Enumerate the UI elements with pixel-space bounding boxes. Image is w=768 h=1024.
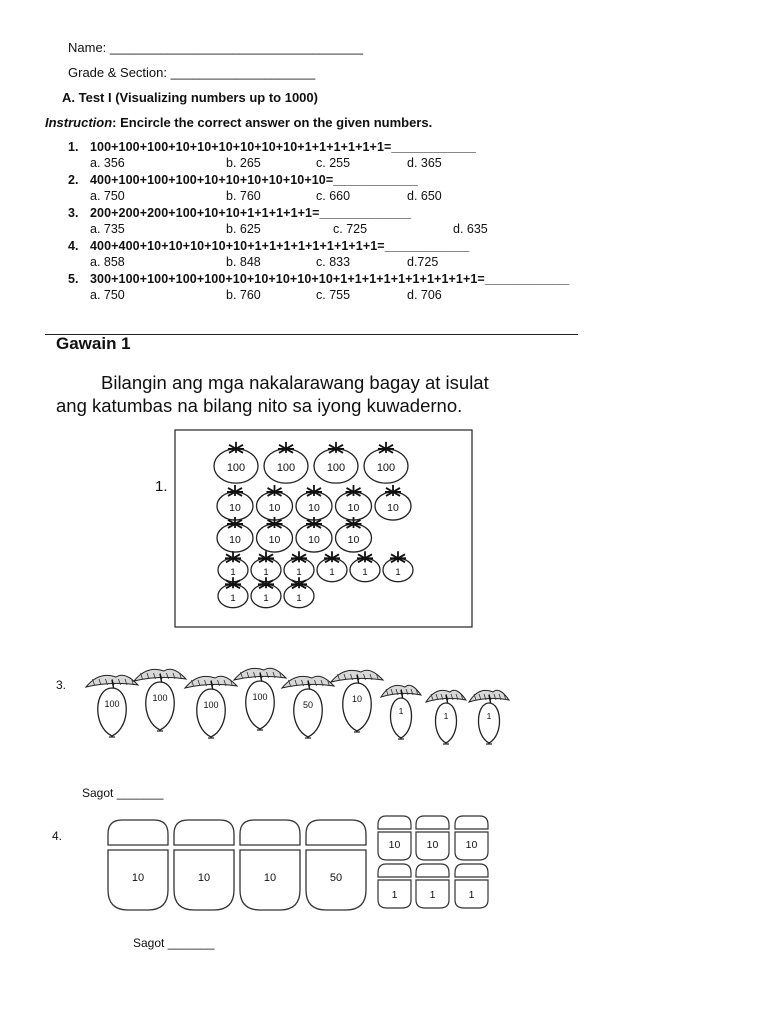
answer-option-c[interactable]: c. 755 [316,288,351,302]
jar-value: 10 [388,839,401,851]
answer-option-a[interactable]: a. 858 [90,255,125,269]
tomato-100 [364,442,408,483]
big-jar-10 [108,820,168,910]
fruit-1 [381,685,421,739]
tomato-value: 10 [308,534,320,546]
tomato-value: 10 [347,534,360,546]
tomato-value: 1 [263,567,269,578]
tomato-stem-icon [267,485,283,496]
jar-value: 50 [329,872,343,884]
tomato-stem-icon [227,485,243,496]
tomato-1 [284,551,314,581]
tomato-value: 100 [226,462,246,474]
item-4-number: 4. [52,829,63,843]
answer-option-b[interactable]: b. 760 [226,189,261,203]
tomato-stem-icon [328,442,344,453]
tomato-10 [375,485,411,520]
tomato-1 [251,577,281,607]
tomato-value: 1 [395,567,401,578]
tomato-value: 10 [229,502,241,514]
tomato-stem-icon [278,442,294,453]
question-expression: 300+100+100+100+100+10+10+10+10+10+1+1+1+1+1+1+1+1+1+1=____________ [90,272,570,286]
question-number: 2. [68,173,79,187]
question-number: 5. [68,272,79,286]
big-jar-10 [240,820,300,910]
small-jar-1 [378,864,411,908]
small-jar-1 [455,864,488,908]
small-jar-10 [378,816,411,860]
answer-option-d[interactable]: d. 365 [407,156,442,170]
tomato-stem-icon [346,485,362,496]
jar-value: 1 [391,889,398,901]
tomato-1 [218,551,248,581]
fruit-10 [331,670,383,732]
tomato-100 [214,442,258,483]
tomato-10 [336,485,372,520]
answer-option-a[interactable]: a. 356 [90,156,125,170]
tomato-10 [296,485,332,520]
tomato-stem-icon [324,551,340,562]
tomato-10 [217,517,253,552]
tomato-value: 10 [347,502,360,514]
jar-value: 10 [131,872,145,884]
gawain-instruction-line-1: Bilangin ang mga nakalarawang bagay at isulat [101,372,489,393]
tomato-value: 10 [229,534,241,546]
grade-section-field-label: Grade & Section: ____________________ [68,65,316,80]
tomato-value: 100 [326,462,346,474]
answer-option-c[interactable]: c. 833 [316,255,351,269]
tomato-stem-icon [228,442,244,453]
tomato-value: 100 [276,462,296,474]
tomato-stem-icon [258,551,274,562]
tomato-1 [284,577,314,607]
fruit-value: 1 [486,711,492,721]
tomato-1 [251,551,281,581]
question-number: 1. [68,140,79,154]
tomato-value: 10 [268,534,281,546]
item-4-jar-figure [104,812,496,916]
tomato-stem-icon [225,551,241,562]
tomato-100 [314,442,358,483]
tomato-1 [383,551,413,581]
answer-option-d[interactable]: d. 650 [407,189,442,203]
tomato-value: 1 [230,567,236,578]
fruit-100 [134,669,186,731]
item-1-number: 1. [155,478,168,495]
instruction-text: : Encircle the correct answer on the given numbers. [112,115,433,130]
answer-option-c[interactable]: c. 255 [316,156,351,170]
fruit-value: 100 [104,699,120,710]
question-number: 4. [68,239,79,253]
fruit-1 [469,690,509,744]
jar-value: 1 [468,889,475,901]
tomato-stem-icon [306,485,322,496]
tomato-10 [217,485,253,520]
fruit-value: 100 [203,700,219,711]
gawain-title: Gawain 1 [56,334,131,353]
answer-option-a[interactable]: a. 735 [90,222,125,236]
tomato-10 [257,485,293,520]
tomato-10 [257,517,293,552]
small-jar-10 [455,816,488,860]
tomato-10 [336,517,372,552]
question-expression: 100+100+100+10+10+10+10+10+10+1+1+1+1+1+1=____________ [90,140,477,154]
fruit-1 [426,690,466,744]
jar-value: 10 [263,872,277,884]
tomato-stem-icon [385,485,401,496]
answer-option-a[interactable]: a. 750 [90,189,125,203]
small-jar-1 [416,864,449,908]
answer-option-c[interactable]: c. 660 [316,189,351,203]
answer-option-d[interactable]: d. 635 [453,222,488,236]
tomato-value: 1 [362,567,368,578]
tomato-stem-icon [378,442,394,453]
gawain-instruction-line-2: ang katumbas na bilang nito sa iyong kuwaderno. [56,395,463,416]
fruit-100 [86,675,138,737]
answer-option-d[interactable]: d.725 [407,255,439,269]
fruit-value: 100 [152,693,168,704]
tomato-stem-icon [291,551,307,562]
answer-option-a[interactable]: a. 750 [90,288,125,302]
jar-value: 10 [465,839,478,851]
small-jar-10 [416,816,449,860]
tomato-value: 1 [230,593,236,604]
fruit-value: 1 [398,706,404,716]
instruction-label: Instruction [45,115,113,130]
tomato-value: 10 [308,502,320,514]
tomato-value: 1 [296,567,302,578]
tomato-value: 1 [263,593,269,604]
item-3-number: 3. [56,678,67,692]
tomato-stem-icon [390,551,406,562]
tomato-1 [317,551,347,581]
answer-option-b[interactable]: b. 265 [226,156,261,170]
question-expression: 200+200+200+100+10+10+1+1+1+1+1=_____________ [90,206,412,220]
fruit-50 [282,676,334,738]
big-jar-10 [174,820,234,910]
tomato-1 [218,577,248,607]
answer-option-d[interactable]: d. 706 [407,288,442,302]
tomato-value: 1 [296,593,302,604]
answer-option-b[interactable]: b. 760 [226,288,261,302]
item-3-fruit-figure [74,660,524,770]
tomato-value: 1 [329,567,335,578]
question-number: 3. [68,206,79,220]
tomato-1 [350,551,380,581]
big-jar-50 [306,820,366,910]
item-1-tomato-figure [174,429,474,629]
instruction [45,115,432,130]
tomato-value: 10 [268,502,281,514]
jar-value: 10 [426,839,439,851]
tomato-stem-icon [357,551,373,562]
fruit-value: 100 [252,692,268,703]
tomato-10 [296,517,332,552]
question-expression: 400+100+100+100+10+10+10+10+10+10=____________ [90,173,418,187]
tomato-value: 10 [387,502,399,514]
tomato-value: 100 [376,462,396,474]
fruit-value: 50 [302,700,314,711]
name-field-label: Name: ___________________________________ [68,40,363,55]
test-title: A. Test I (Visualizing numbers up to 1000) [62,90,318,105]
jar-value: 10 [197,872,211,884]
answer-option-b[interactable]: b. 625 [226,222,261,236]
tomato-100 [264,442,308,483]
fruit-100 [185,676,237,738]
question-expression: 400+400+10+10+10+10+10+1+1+1+1+1+1+1+1+1=____________ [90,239,470,253]
fruit-100 [234,668,286,730]
fruit-value: 1 [443,711,449,721]
item-4-answer-line: Sagot _______ [133,936,215,950]
fruit-value: 10 [351,694,363,705]
answer-option-c[interactable]: c. 725 [333,222,368,236]
item-3-answer-line: Sagot _______ [82,786,164,800]
answer-option-b[interactable]: b. 848 [226,255,261,269]
jar-value: 1 [429,889,436,901]
